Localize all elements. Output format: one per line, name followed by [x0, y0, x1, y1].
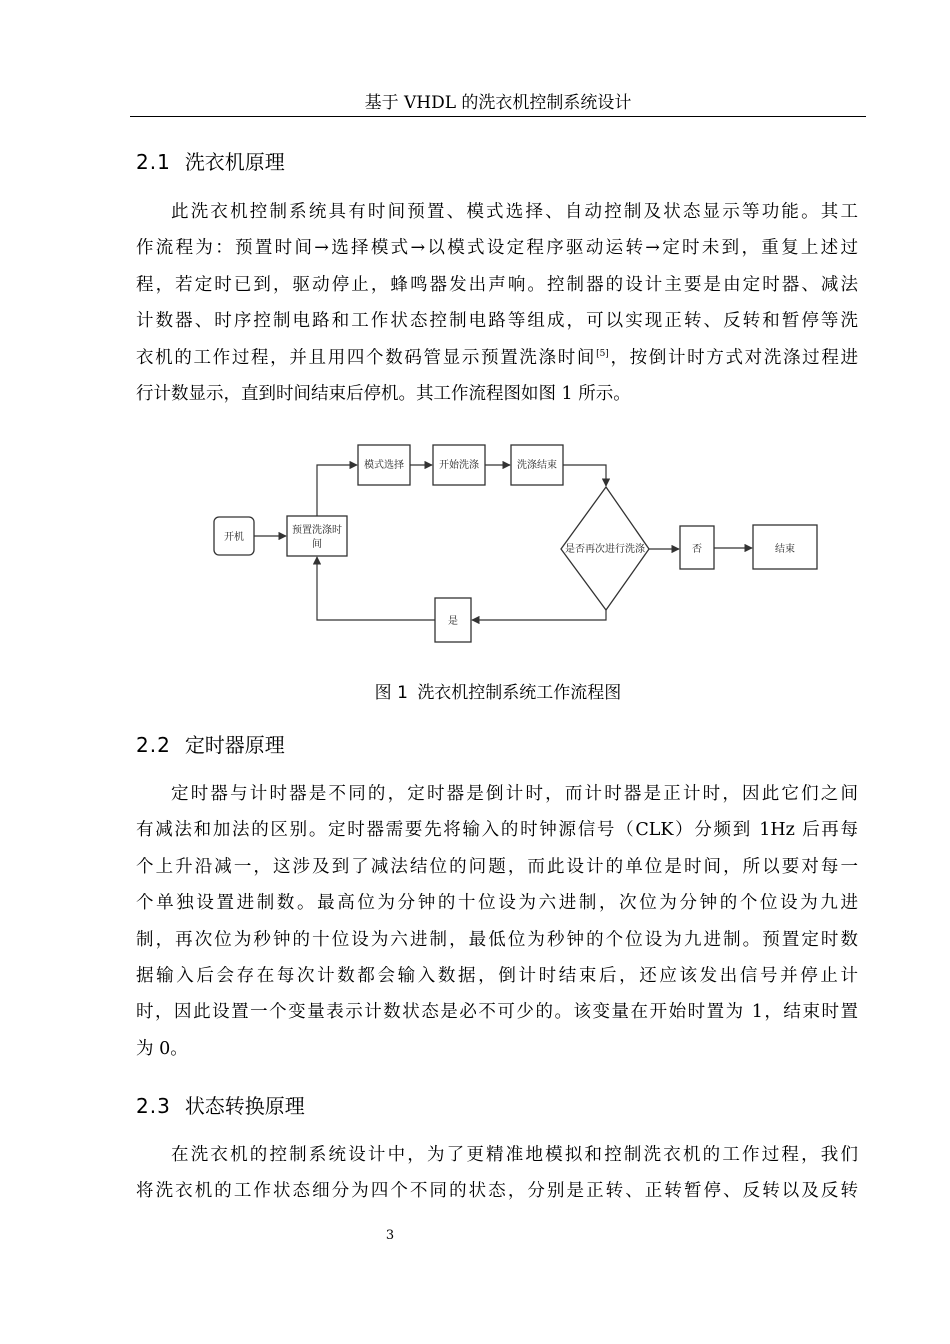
section-heading-2-3: [136, 1093, 305, 1119]
section-2-2-paragraph: [136, 776, 858, 1067]
paragraph-text: ，按倒计时方式对洗涤过程进: [608, 347, 859, 368]
paragraph-line: 定时器与计时器是不同的，定时器是倒计时，而计时器是正计时，因此它们之间: [171, 784, 858, 804]
paragraph-line: 计数器、时序控制电路和工作状态控制电路等组成，可以实现正转、反转和暂停等洗: [136, 311, 858, 332]
section-heading-2-1: [136, 149, 285, 175]
label-mode-select: 模式选择: [364, 460, 404, 471]
edge-preset-to-mode: [317, 465, 357, 516]
citation-ref: [5]: [596, 348, 609, 359]
paragraph-line: 在洗衣机的控制系统设计中，为了更精准地模拟和控制洗衣机的工作过程，我们: [171, 1145, 858, 1165]
edge-yes-to-preset: [317, 557, 435, 620]
paragraph-line: 时，因此设置一个变量表示计数状态是必不可少的。该变量在开始时置为 1，结束时置: [136, 1002, 858, 1023]
paragraph-text: 衣机的工作过程，并且用四个数码管显示预置洗涤时间: [136, 347, 597, 368]
paragraph-line: 有减法和加法的区别。定时器需要先将输入的时钟源信号（CLK）分频到 1Hz 后再每: [136, 820, 858, 841]
edge-washend-to-decision: [563, 465, 606, 486]
paragraph-line: [136, 340, 858, 376]
paragraph-line: 行计数显示，直到时间结束后停机。其工作流程图如图 1 所示。: [136, 384, 631, 405]
section-2-3-paragraph: [136, 1137, 858, 1210]
page-number: 3: [385, 1228, 395, 1243]
section-heading-2-2: [136, 732, 285, 758]
label-preset-time-2: 间: [312, 539, 322, 550]
paragraph-line: 作流程为：预置时间→选择模式→以模式设定程序驱动运转→定时未到，重复上述过: [136, 238, 858, 259]
workflow-flowchart: [200, 430, 840, 660]
running-header: 基于 VHDL 的洗衣机控制系统设计: [364, 93, 632, 113]
node-preset-time: [287, 516, 347, 556]
section-title: 洗衣机原理: [184, 150, 285, 174]
figure-number: 图 1: [374, 683, 408, 703]
header-rule: [130, 116, 866, 117]
edge-decision-to-yes: [472, 610, 606, 620]
paragraph-line: 个单独设置进制数。最高位为分钟的十位设为六进制，次位为分钟的个位设为九进: [136, 893, 858, 914]
label-start-wash: 开始洗涤: [439, 460, 479, 471]
section-2-1-paragraph: [136, 194, 858, 412]
section-number: 2.1: [136, 150, 171, 174]
paragraph-line: 据输入后会存在每次计数都会输入数据，倒计时结束后，还应该发出信号并停止计: [136, 966, 858, 987]
paragraph-line: 个上升沿减一，这涉及到了减法结位的问题，而此设计的单位是时间，所以要对每一: [136, 856, 858, 877]
section-title: 定时器原理: [184, 733, 285, 757]
label-preset-time: 预置洗涤时: [292, 525, 342, 536]
label-wash-end: 洗涤结束: [517, 460, 557, 471]
section-number: 2.3: [136, 1094, 171, 1118]
label-end: 结束: [775, 544, 795, 555]
paragraph-line: 此洗衣机控制系统具有时间预置、模式选择、自动控制及状态显示等功能。其工: [171, 202, 858, 222]
label-decision: 是否再次进行洗涤: [565, 544, 645, 555]
figure-caption: [130, 681, 866, 705]
figure-caption-text: 洗衣机控制系统工作流程图: [417, 683, 622, 703]
paragraph-line: 制，再次位为秒钟的十位设为六进制，最低位为秒钟的个位设为九进制。预置定时数: [136, 929, 858, 950]
label-no: 否: [692, 544, 702, 555]
section-number: 2.2: [136, 733, 171, 757]
paragraph-line: 程，若定时已到，驱动停止，蜂鸣器发出声响。控制器的设计主要是由定时器、减法: [136, 274, 858, 295]
paragraph-line: 将洗衣机的工作状态细分为四个不同的状态，分别是正转、正转暂停、反转以及反转: [136, 1181, 858, 1202]
label-yes: 是: [448, 616, 458, 627]
paragraph-line: 为 0。: [136, 1038, 188, 1059]
section-title: 状态转换原理: [184, 1094, 305, 1118]
label-power-on: 开机: [224, 532, 244, 543]
